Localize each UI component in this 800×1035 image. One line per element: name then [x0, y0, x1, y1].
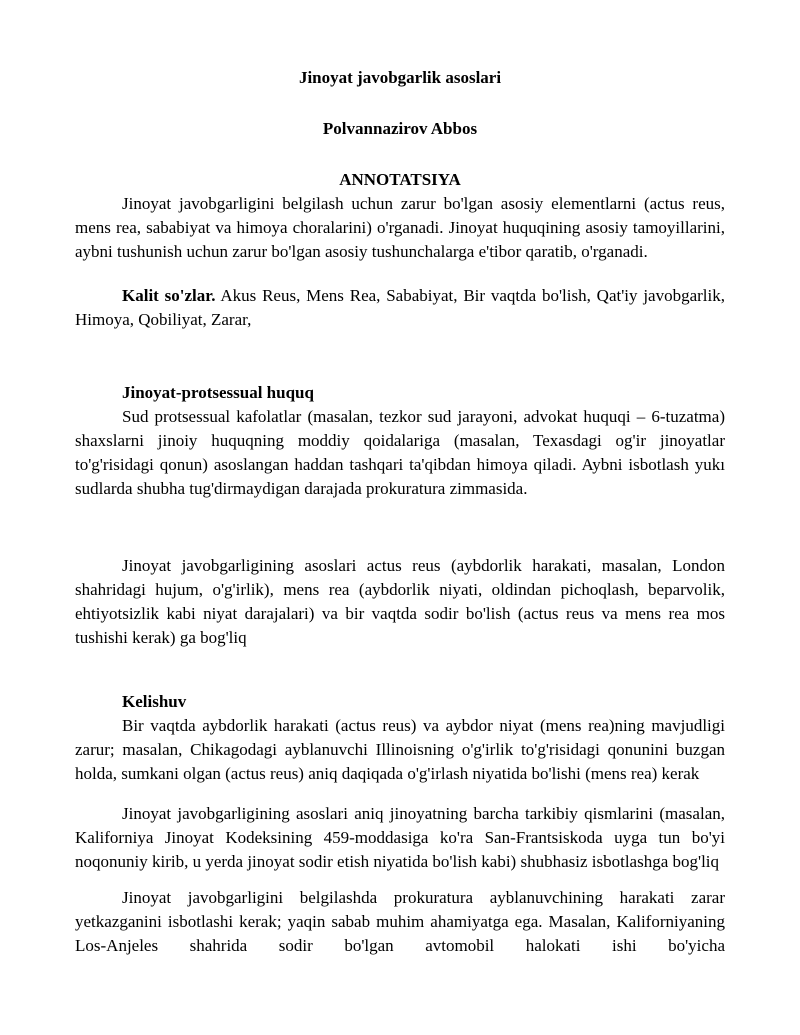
paragraph-protsessual-huquq: Sud protsessual kafolatlar (masalan, tezkor sud jarayoni, advokat huquqi – 6-tuzatma) shaxslarni jinoiy huquqning moddiy qoidalariga (masalan, Texasdagi og'ir jinoyatlar to'g'risidagi qonun) asoslangan haddan tashqari ta'qibdan himoya qiladi. Aybni isbotlash yukı sudlarda shubha tug'dirmaydigan darajada prokuratura zimmasida.	[75, 407, 725, 498]
keywords-paragraph	[75, 284, 725, 332]
section-heading-protsessual-huquq: Jinoyat-protsessual huquq	[122, 383, 314, 402]
keywords-text: Akus Reus, Mens Rea, Sababiyat, Bir vaqtda bo'lish, Qat'iy javobgarlik, Himoya, Qobiliyat, Zarar,	[75, 286, 725, 329]
document-title: Jinoyat javobgarlik asoslari	[298, 68, 502, 87]
annotation-paragraph: Jinoyat javobgarligini belgilash uchun zarur bo'lgan asosiy elementlarni (actus reus, mens rea, sababiyat va himoya choralarini) o'rganadi. Jinoyat huquqining asosiy tamoyillarini, aybni tushunish uchun zarur bo'lgan asosiy tushunchalarga e'tibor qaratib, o'rganadi.	[75, 194, 725, 261]
section-heading-kelishuv: Kelishuv	[122, 692, 187, 711]
document-author: Polvannazirov Abbos	[322, 119, 478, 138]
paragraph-actus-reus: Jinoyat javobgarligining asoslari actus reus (aybdorlik harakati, masalan, London shahridagi hujum, o'g'irlik), mens rea (aybdorlik niyati, oldindan pichoqlash, beparvolik, ehtiyotsizlik kabi niyat darajalari) va bir vaqtda sodir bo'lish (actus reus va mens rea mos tushishi kerak) ga bog'liq	[75, 556, 725, 647]
keywords-label: Kalit so'zlar.	[122, 286, 216, 305]
paragraph-tarkibiy-qismlar: Jinoyat javobgarligining asoslari aniq jinoyatning barcha tarkibiy qismlarini (masalan, Kaliforniya Jinoyat Kodeksining 459-moddasiga ko'ra San-Frantsiskoda uyga tun bo'yi noqonuniy kirib, u yerda jinoyat sodir etish niyatida bo'lish kabi) shubhasiz isbotlashga bog'liq	[75, 804, 725, 871]
paragraph-prokuratura: Jinoyat javobgarligini belgilashda prokuratura ayblanuvchining harakati zarar yetkazganini isbotlashi kerak; yaqin sabab muhim ahamiyatga ega. Masalan, Kaliforniyaning Los-Anjeles shahrida sodir bo'lgan avtomobil halokati ishi bo'yicha	[75, 888, 725, 955]
annotation-heading: ANNOTATSIYA	[339, 170, 461, 189]
paragraph-kelishuv: Bir vaqtda aybdorlik harakati (actus reus) va aybdor niyat (mens rea)ning mavjudligi zarur; masalan, Chikagodagi ayblanuvchi Illinoisning o'g'irlik to'g'risidagi qonunini buzgan holda, sumkani olgan (actus reus) aniq daqiqada o'g'irlash niyatida bo'lishi (mens rea) kerak	[75, 716, 725, 783]
